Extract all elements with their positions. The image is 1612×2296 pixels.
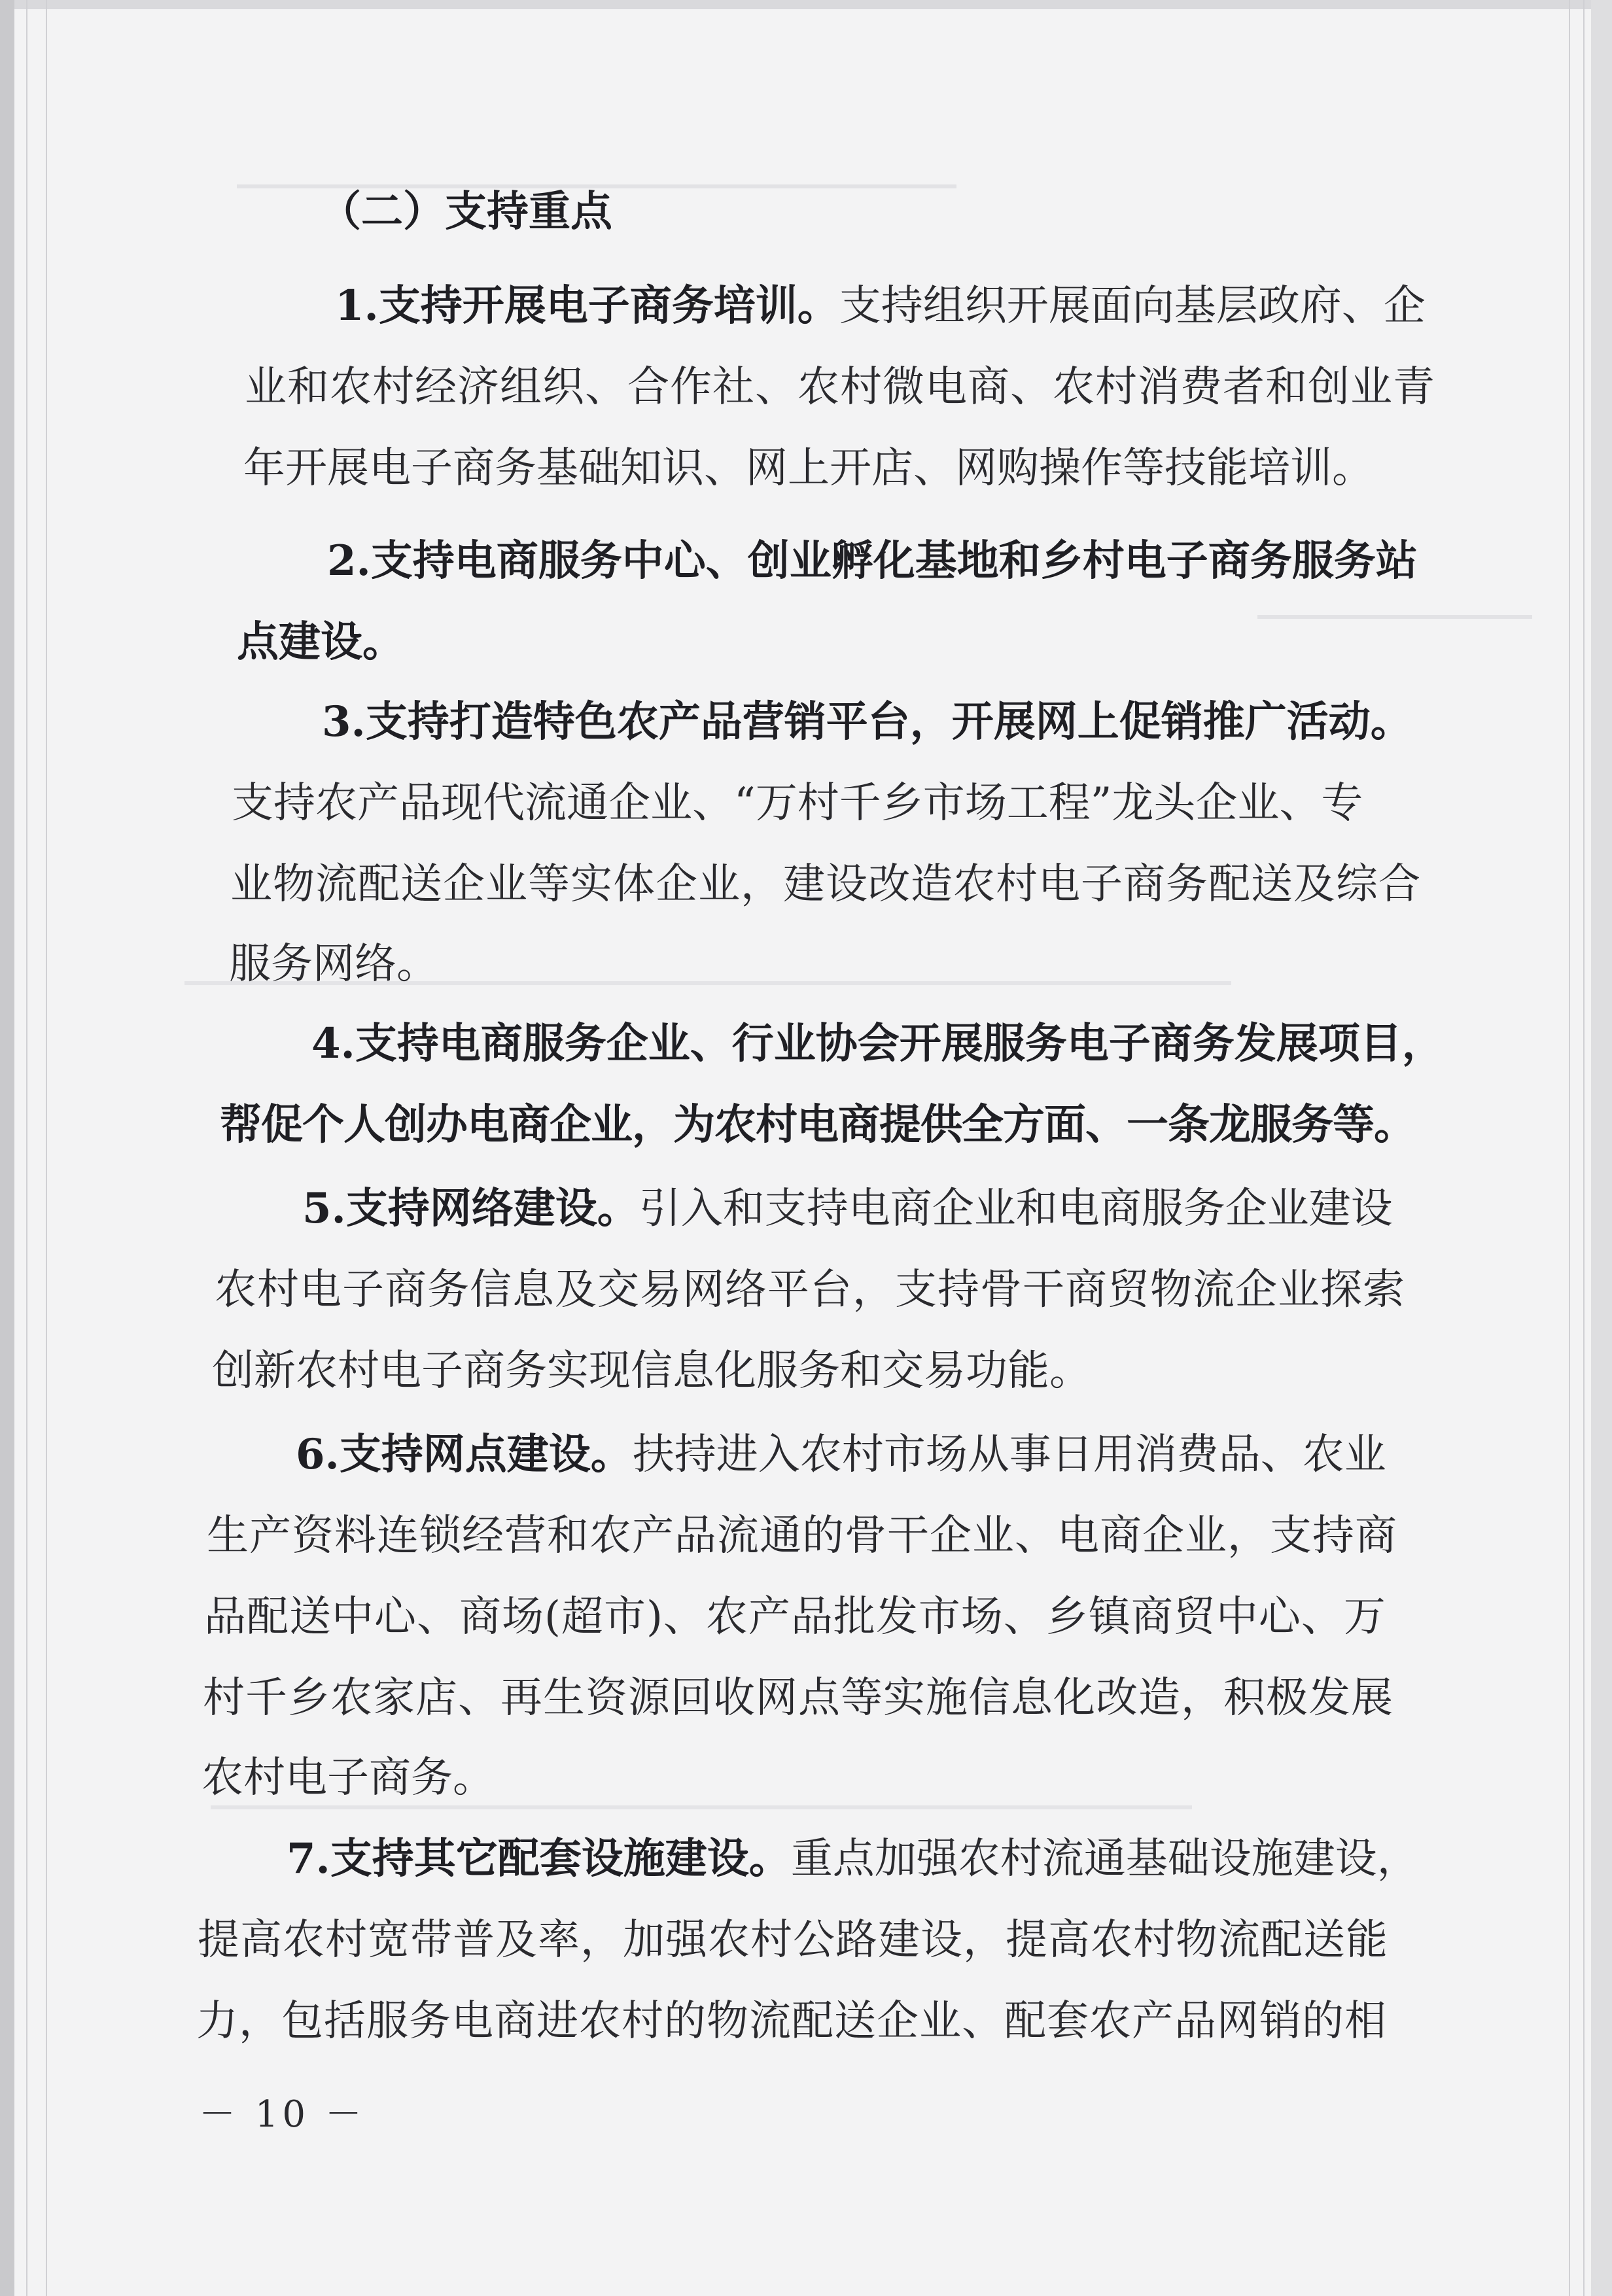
sheet-edge-line bbox=[46, 0, 47, 2296]
paragraph-6-line: 村千乡农家店、再生资源回收网点等实施信息化改造，积极发展 bbox=[203, 1674, 1393, 1722]
item-5-text: 引入和支持电商企业和电商服务企业建设 bbox=[639, 1185, 1393, 1233]
scan-edge bbox=[0, 0, 14, 2296]
item-6-text: 扶持进入农村市场从事日用消费品、农业 bbox=[632, 1431, 1386, 1479]
item-3-title: 3.支持打造特色农产品营销平台，开展网上促销推广活动。 bbox=[322, 697, 1412, 746]
paragraph-6-line: 农村电子商务。 bbox=[202, 1754, 495, 1802]
paragraph-6-line: 品配送中心、商场(超市)、农产品批发市场、乡镇商贸中心、万 bbox=[204, 1593, 1386, 1641]
paragraph-5-line: 创新农村电子商务实现信息化服务和交易功能。 bbox=[212, 1347, 1091, 1395]
item-2-title: 2.支持电商服务中心、创业孵化基地和乡村电子商务服务站 bbox=[327, 536, 1418, 585]
paragraph-3-line: 支持农产品现代流通企业、“万村千乡市场工程”龙头企业、专 bbox=[232, 779, 1363, 827]
item-2-continuation: 点建设。 bbox=[237, 617, 404, 667]
paragraph-3-line: 业物流配送企业等实体企业，建设改造农村电子商务配送及综合 bbox=[230, 860, 1421, 909]
paragraph-7-first-line bbox=[287, 1833, 1419, 1885]
page-number: － 10 － bbox=[199, 2093, 366, 2136]
paragraph-5-first-line bbox=[302, 1183, 1393, 1235]
sheet-edge-line bbox=[1583, 0, 1585, 2296]
item-7-text: 重点加强农村流通基础设施建设， bbox=[790, 1835, 1419, 1883]
item-5-title: 5.支持网络建设。 bbox=[302, 1184, 639, 1233]
item-6-title: 6.支持网点建设。 bbox=[296, 1430, 633, 1479]
sheet-edge-line bbox=[26, 0, 27, 2296]
paragraph-5-line: 农村电子商务信息及交易网络平台，支持骨干商贸物流企业探索 bbox=[215, 1266, 1405, 1314]
paragraph-7-line: 提高农村宽带普及率，加强农村公路建设，提高农村物流配送能 bbox=[198, 1916, 1388, 1964]
section-heading: （二）支持重点 bbox=[319, 187, 612, 236]
paragraph-1-first-line bbox=[335, 280, 1426, 332]
paragraph-6-first-line bbox=[296, 1429, 1386, 1481]
item-4-title: 4.支持电商服务企业、行业协会开展服务电子商务发展项目， bbox=[311, 1019, 1444, 1068]
paragraph-3-line: 服务网络。 bbox=[229, 940, 438, 988]
bleed-through-mark bbox=[211, 1805, 1192, 1809]
sheet-edge-line bbox=[1569, 0, 1570, 2296]
paragraph-1-line: 年开展电子商务基础知识、网上开店、网购操作等技能培训。 bbox=[243, 444, 1374, 493]
item-1-text: 支持组织开展面向基层政府、企 bbox=[839, 282, 1426, 330]
item-1-title: 1.支持开展电子商务培训。 bbox=[335, 281, 839, 330]
document-page bbox=[14, 0, 1591, 2296]
paragraph-7-line: 力，包括服务电商进农村的物流配送企业、配套农产品网销的相 bbox=[196, 1997, 1387, 2045]
bleed-through-mark bbox=[1257, 615, 1532, 619]
item-7-title: 7.支持其它配套设施建设。 bbox=[287, 1834, 791, 1883]
paragraph-6-line: 生产资料连锁经营和农产品流通的骨干企业、电商企业，支持商 bbox=[207, 1512, 1397, 1560]
scan-top-shadow bbox=[14, 0, 1591, 9]
paragraph-1-line: 业和农村经济组织、合作社、农村微电商、农村消费者和创业青 bbox=[245, 363, 1435, 411]
item-4-continuation: 帮促个人创办电商企业，为农村电商提供全方面、一条龙服务等。 bbox=[220, 1100, 1415, 1149]
